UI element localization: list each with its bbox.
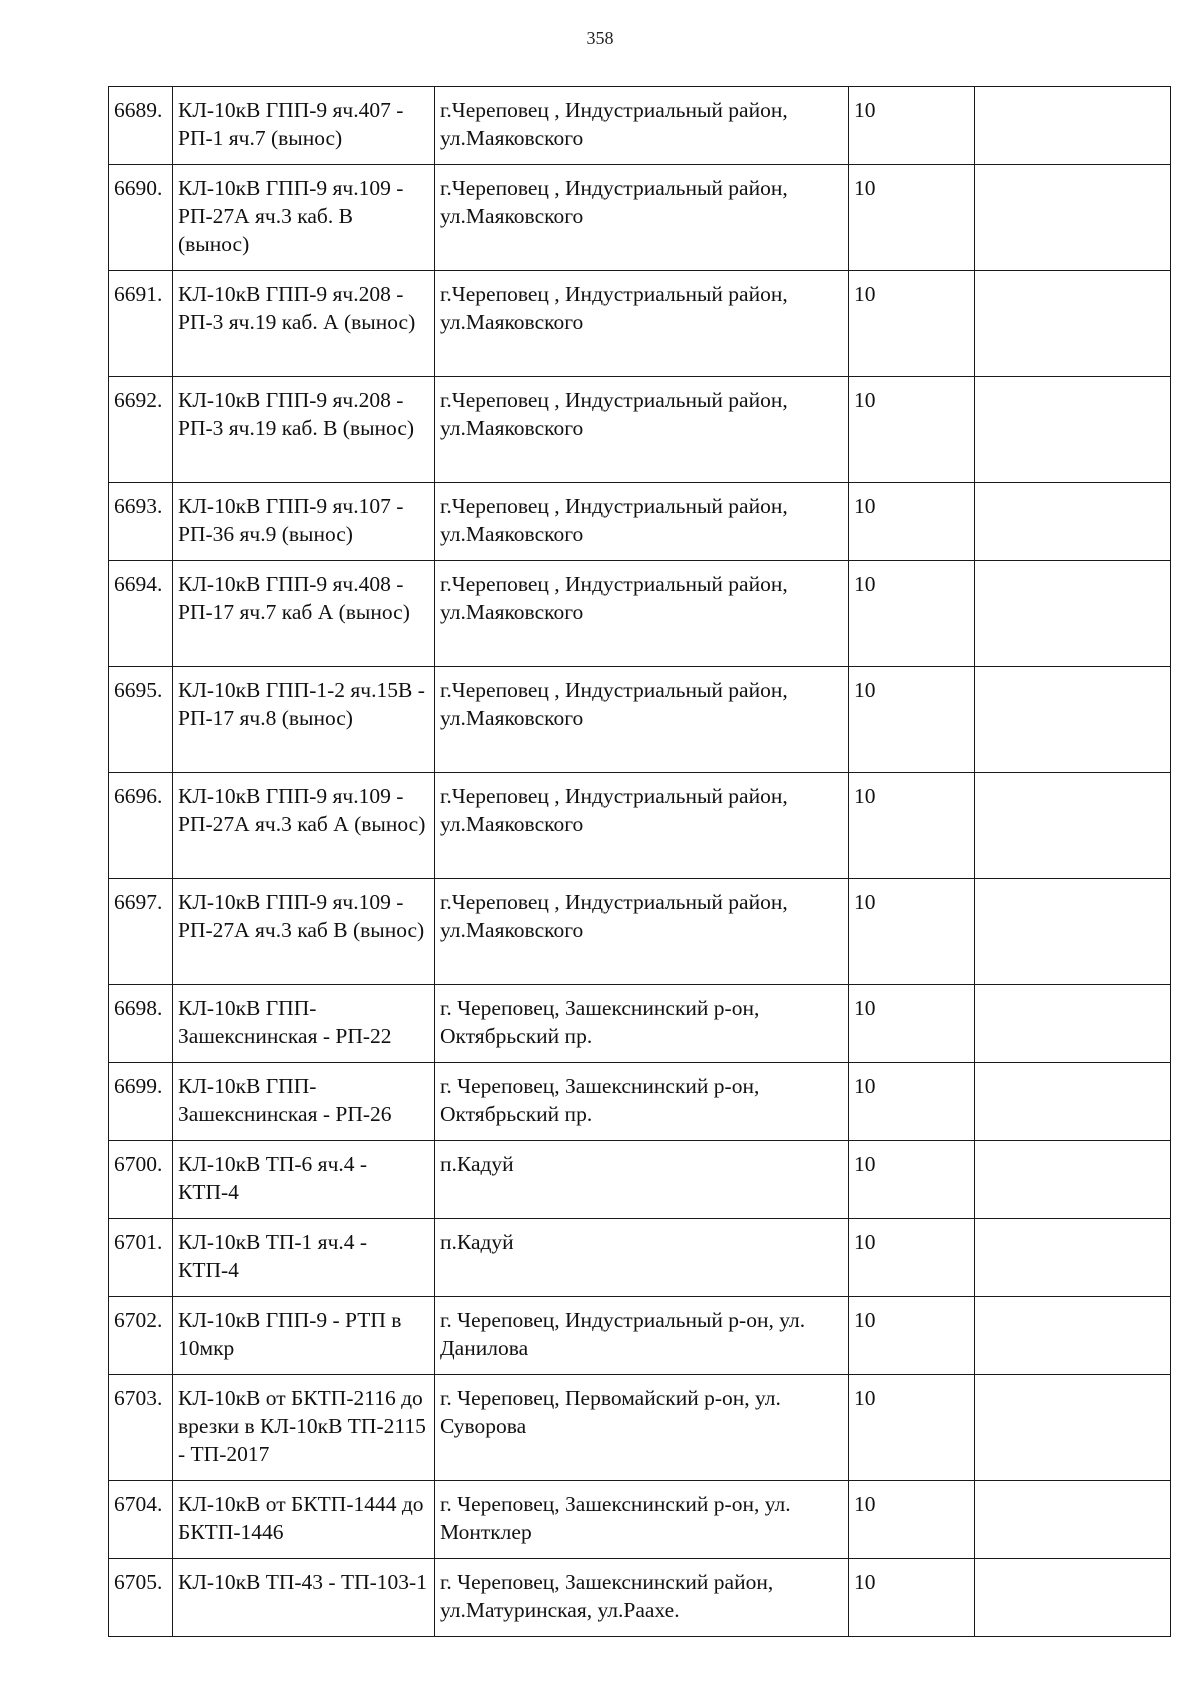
address-cell: г.Череповец , Индустриальный район, ул.Маяковского (435, 271, 849, 377)
voltage-cell: 10 (849, 271, 975, 377)
address-cell: п.Кадуй (435, 1141, 849, 1219)
address-cell: г.Череповец , Индустриальный район, ул.Маяковского (435, 377, 849, 483)
table-row (109, 271, 1171, 377)
line-name-cell: КЛ-10кВ ГПП-9 яч.109 - РП-27А яч.3 каб В (вынос) (173, 879, 435, 985)
address-cell: г.Череповец , Индустриальный район, ул.Маяковского (435, 561, 849, 667)
row-number-cell: 6691. (109, 271, 173, 377)
table-row (109, 1063, 1171, 1141)
voltage-cell: 10 (849, 985, 975, 1063)
extra-cell (975, 87, 1171, 165)
extra-cell (975, 1219, 1171, 1297)
address-cell: г. Череповец, Индустриальный р-он, ул. Данилова (435, 1297, 849, 1375)
extra-cell (975, 879, 1171, 985)
address-cell: г. Череповец, Зашекснинский р-он, Октябрьский пр. (435, 1063, 849, 1141)
voltage-cell: 10 (849, 165, 975, 271)
table-row (109, 1481, 1171, 1559)
table-row (109, 165, 1171, 271)
row-number-cell: 6694. (109, 561, 173, 667)
row-number-cell: 6690. (109, 165, 173, 271)
row-number-cell: 6700. (109, 1141, 173, 1219)
voltage-cell: 10 (849, 1481, 975, 1559)
row-number-cell: 6695. (109, 667, 173, 773)
table-row (109, 985, 1171, 1063)
voltage-cell: 10 (849, 1375, 975, 1481)
table-row (109, 87, 1171, 165)
row-number-cell: 6703. (109, 1375, 173, 1481)
address-cell: п.Кадуй (435, 1219, 849, 1297)
extra-cell (975, 377, 1171, 483)
line-name-cell: КЛ-10кВ ГПП-9 - РТП в 10мкр (173, 1297, 435, 1375)
extra-cell (975, 561, 1171, 667)
line-name-cell: КЛ-10кВ от БКТП-2116 до врезки в КЛ-10кВ ТП-2115 - ТП-2017 (173, 1375, 435, 1481)
extra-cell (975, 1297, 1171, 1375)
voltage-cell: 10 (849, 87, 975, 165)
line-name-cell: КЛ-10кВ ТП-43 - ТП-103-1 (173, 1559, 435, 1637)
table-row (109, 1559, 1171, 1637)
table-row (109, 879, 1171, 985)
table-row (109, 483, 1171, 561)
page-number: 358 (586, 28, 614, 48)
line-name-cell: КЛ-10кВ ГПП-9 яч.109 - РП-27А яч.3 каб. В (вынос) (173, 165, 435, 271)
extra-cell (975, 1559, 1171, 1637)
address-cell: г.Череповец , Индустриальный район, ул.Маяковского (435, 773, 849, 879)
table-row (109, 1219, 1171, 1297)
voltage-cell: 10 (849, 561, 975, 667)
row-number-cell: 6705. (109, 1559, 173, 1637)
line-name-cell: КЛ-10кВ ГПП-9 яч.109 - РП-27А яч.3 каб А (вынос) (173, 773, 435, 879)
voltage-cell: 10 (849, 1297, 975, 1375)
voltage-cell: 10 (849, 773, 975, 879)
address-cell: г.Череповец , Индустриальный район, ул.Маяковского (435, 483, 849, 561)
table-row (109, 773, 1171, 879)
address-cell: г.Череповец , Индустриальный район, ул.Маяковского (435, 87, 849, 165)
row-number-cell: 6696. (109, 773, 173, 879)
table-row (109, 667, 1171, 773)
table-row (109, 1375, 1171, 1481)
line-name-cell: КЛ-10кВ ТП-1 яч.4 - КТП-4 (173, 1219, 435, 1297)
table-row (109, 561, 1171, 667)
line-name-cell: КЛ-10кВ ГПП-9 яч.208 - РП-3 яч.19 каб. В (вынос) (173, 377, 435, 483)
cable-line-table (108, 86, 1171, 1637)
row-number-cell: 6699. (109, 1063, 173, 1141)
extra-cell (975, 773, 1171, 879)
address-cell: г. Череповец, Зашекснинский район, ул.Матуринская, ул.Раахе. (435, 1559, 849, 1637)
line-name-cell: КЛ-10кВ ГПП-Зашекснинская - РП-26 (173, 1063, 435, 1141)
voltage-cell: 10 (849, 667, 975, 773)
line-name-cell: КЛ-10кВ ГПП-9 яч.407 - РП-1 яч.7 (вынос) (173, 87, 435, 165)
line-name-cell: КЛ-10кВ ТП-6 яч.4 - КТП-4 (173, 1141, 435, 1219)
table-row (109, 377, 1171, 483)
extra-cell (975, 1141, 1171, 1219)
extra-cell (975, 165, 1171, 271)
voltage-cell: 10 (849, 377, 975, 483)
row-number-cell: 6698. (109, 985, 173, 1063)
row-number-cell: 6701. (109, 1219, 173, 1297)
line-name-cell: КЛ-10кВ ГПП-9 яч.107 - РП-36 яч.9 (вынос) (173, 483, 435, 561)
address-cell: г. Череповец, Зашекснинский р-он, ул. Монтклер (435, 1481, 849, 1559)
address-cell: г. Череповец, Зашекснинский р-он, Октябрьский пр. (435, 985, 849, 1063)
extra-cell (975, 483, 1171, 561)
row-number-cell: 6689. (109, 87, 173, 165)
voltage-cell: 10 (849, 1063, 975, 1141)
voltage-cell: 10 (849, 879, 975, 985)
line-name-cell: КЛ-10кВ от БКТП-1444 до БКТП-1446 (173, 1481, 435, 1559)
table-row (109, 1141, 1171, 1219)
row-number-cell: 6693. (109, 483, 173, 561)
line-name-cell: КЛ-10кВ ГПП-1-2 яч.15В - РП-17 яч.8 (вынос) (173, 667, 435, 773)
extra-cell (975, 667, 1171, 773)
address-cell: г.Череповец , Индустриальный район, ул.Маяковского (435, 879, 849, 985)
line-name-cell: КЛ-10кВ ГПП-9 яч.208 - РП-3 яч.19 каб. А (вынос) (173, 271, 435, 377)
row-number-cell: 6704. (109, 1481, 173, 1559)
line-name-cell: КЛ-10кВ ГПП-Зашекснинская - РП-22 (173, 985, 435, 1063)
table-body (109, 87, 1171, 1637)
extra-cell (975, 271, 1171, 377)
row-number-cell: 6692. (109, 377, 173, 483)
table-row (109, 1297, 1171, 1375)
extra-cell (975, 985, 1171, 1063)
row-number-cell: 6697. (109, 879, 173, 985)
row-number-cell: 6702. (109, 1297, 173, 1375)
extra-cell (975, 1481, 1171, 1559)
extra-cell (975, 1375, 1171, 1481)
line-name-cell: КЛ-10кВ ГПП-9 яч.408 - РП-17 яч.7 каб А (вынос) (173, 561, 435, 667)
voltage-cell: 10 (849, 1219, 975, 1297)
voltage-cell: 10 (849, 1559, 975, 1637)
address-cell: г. Череповец, Первомайский р-он, ул. Суворова (435, 1375, 849, 1481)
voltage-cell: 10 (849, 483, 975, 561)
voltage-cell: 10 (849, 1141, 975, 1219)
address-cell: г.Череповец , Индустриальный район, ул.Маяковского (435, 667, 849, 773)
extra-cell (975, 1063, 1171, 1141)
address-cell: г.Череповец , Индустриальный район, ул.Маяковского (435, 165, 849, 271)
